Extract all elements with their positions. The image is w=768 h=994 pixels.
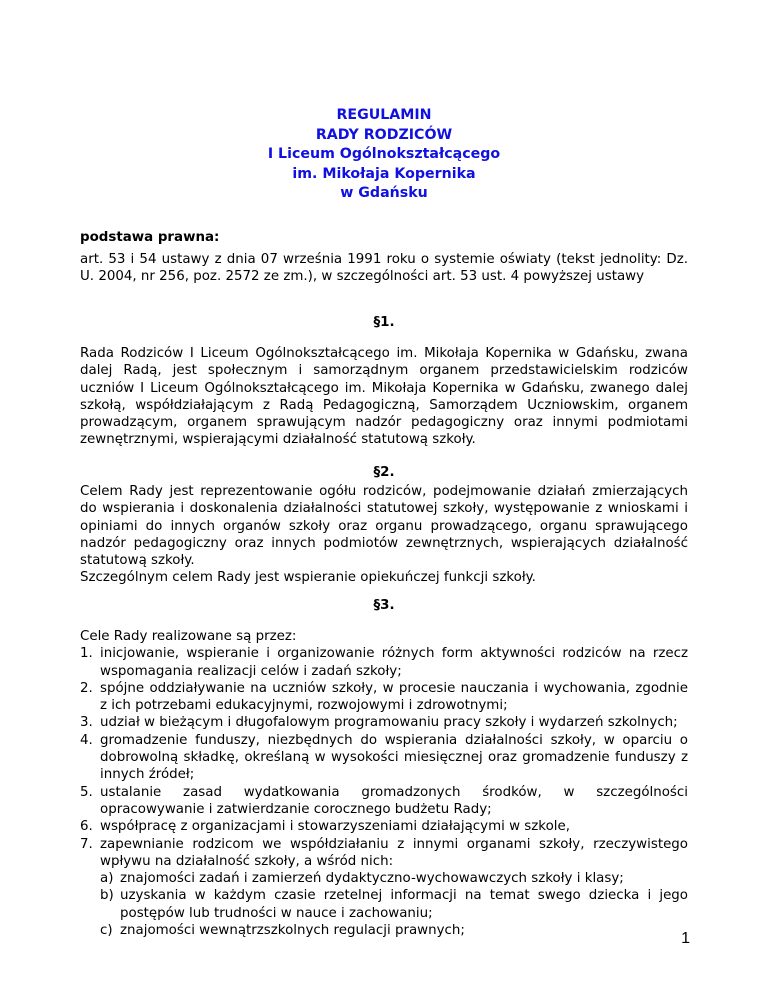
- title-line: I Liceum Ogólnokształcącego: [267, 146, 501, 163]
- list-item: 7. zapewnianie rodzicom we współdziałaniu z innymi organami szkoły, rzeczywistego wpływu na działalność szkoły, a wśród nich: a) znajomości zadań i zamierzeń dydaktyczno-wychowawczych szkoły i klasy; b) uzyskania w każdym czasie rzetelnej informacji na temat swego dziecka i jego postępów lub trudności w nauce i zachowaniu; c) znajomości wewnątrzszkolnych regulacji prawnych;: [80, 836, 688, 939]
- page-number: 1: [681, 930, 690, 947]
- title-line: im. Mikołaja Kopernika: [292, 165, 476, 182]
- title-line: REGULAMIN: [336, 107, 432, 123]
- list-item: 4. gromadzenie funduszy, niezbędnych do wspierania działalności szkoły, w oparciu o dobrowolną składkę, określaną w wysokości miesięcznej oraz gromadzenie funduszy z innych źródeł;: [80, 732, 688, 783]
- section-3-sublist: [100, 870, 688, 939]
- list-item: 6. współpracę z organizacjami i stowarzyszeniami działającymi w szkole,: [80, 819, 570, 835]
- title-line: w Gdańsku: [340, 185, 428, 202]
- section-3-list: [80, 645, 688, 939]
- section-2-heading: §2.: [373, 465, 395, 480]
- section-2-paragraph: Celem Rady jest reprezentowanie ogółu rodziców, podejmowanie działań zmierzających do wspierania i doskonalenia działalności statutowej szkoły, występowanie z wnioskami i opiniami do innych organów szkoły oraz organu prowadzącego, organu sprawującego nadzór pedagogiczny oraz innych podmiotów zewnętrznych, wspierających działalność statutową szkoły.: [80, 484, 688, 569]
- document-title: [0, 106, 768, 204]
- list-item: 3. udział w bieżącym i długofalowym programowaniu pracy szkoły i wydarzeń szkolnych;: [80, 715, 678, 731]
- section-2-text: [80, 483, 688, 587]
- legal-basis-heading: podstawa prawna:: [80, 230, 220, 245]
- section-3-body: [80, 628, 688, 939]
- section-3-intro: Cele Rady realizowane są przez:: [80, 629, 297, 644]
- sublist-item: b) uzyskania w każdym czasie rzetelnej informacji na temat swego dziecka i jego postępów lub trudności w nauce i zachowaniu;: [100, 888, 688, 921]
- section-1-heading: §1.: [373, 315, 395, 330]
- section-1-text: Rada Rodziców I Liceum Ogólnokształcącego im. Mikołaja Kopernika w Gdańsku, zwana dalej Radą, jest społecznym i samorządnym organem przedstawicielskim rodziców uczniów I Liceum Ogólnokształcącego im. Mikołaja Kopernika w Gdańsku, zwanego dalej szkołą, współdziałającym z Radą Pedagogiczną, Samorządem Uczniowskim, organem prowadzącym, organem sprawującym nadzór pedagogiczny oraz innymi podmiotami zewnętrznymi, wspierającymi działalność statutową szkoły.: [80, 346, 688, 448]
- legal-basis-text: art. 53 i 54 ustawy z dnia 07 września 1991 roku o systemie oświaty (tekst jednolity: Dz. U. 2004, nr 256, poz. 2572 ze zm.), w szczególności art. 53 ust. 4 powyższej ustawy: [80, 252, 688, 285]
- sublist-item: a) znajomości zadań i zamierzeń dydaktyczno-wychowawczych szkoły i klasy;: [100, 871, 624, 887]
- list-item: 1. inicjowanie, wspieranie i organizowanie różnych form aktywności rodziców na rzecz wspomagania realizacji celów i zadań szkoły;: [80, 646, 688, 679]
- section-3-heading: §3.: [373, 598, 395, 613]
- title-line: RADY RODZICÓW: [315, 126, 453, 143]
- sublist-item: c) znajomości wewnątrzszkolnych regulacji prawnych;: [100, 923, 465, 939]
- list-item: 2. spójne oddziaływanie na uczniów szkoły, w procesie nauczania i wychowania, zgodnie z ich potrzebami edukacyjnymi, rozwojowymi i zdrowotnymi;: [80, 680, 688, 714]
- list-item: 5. ustalanie zasad wydatkowania gromadzonych środków, w szczególności opracowywanie i zatwierdzanie corocznego budżetu Rady;: [80, 784, 688, 817]
- section-2-paragraph: Szczególnym celem Rady jest wspieranie opiekuńczej funkcji szkoły.: [80, 570, 536, 586]
